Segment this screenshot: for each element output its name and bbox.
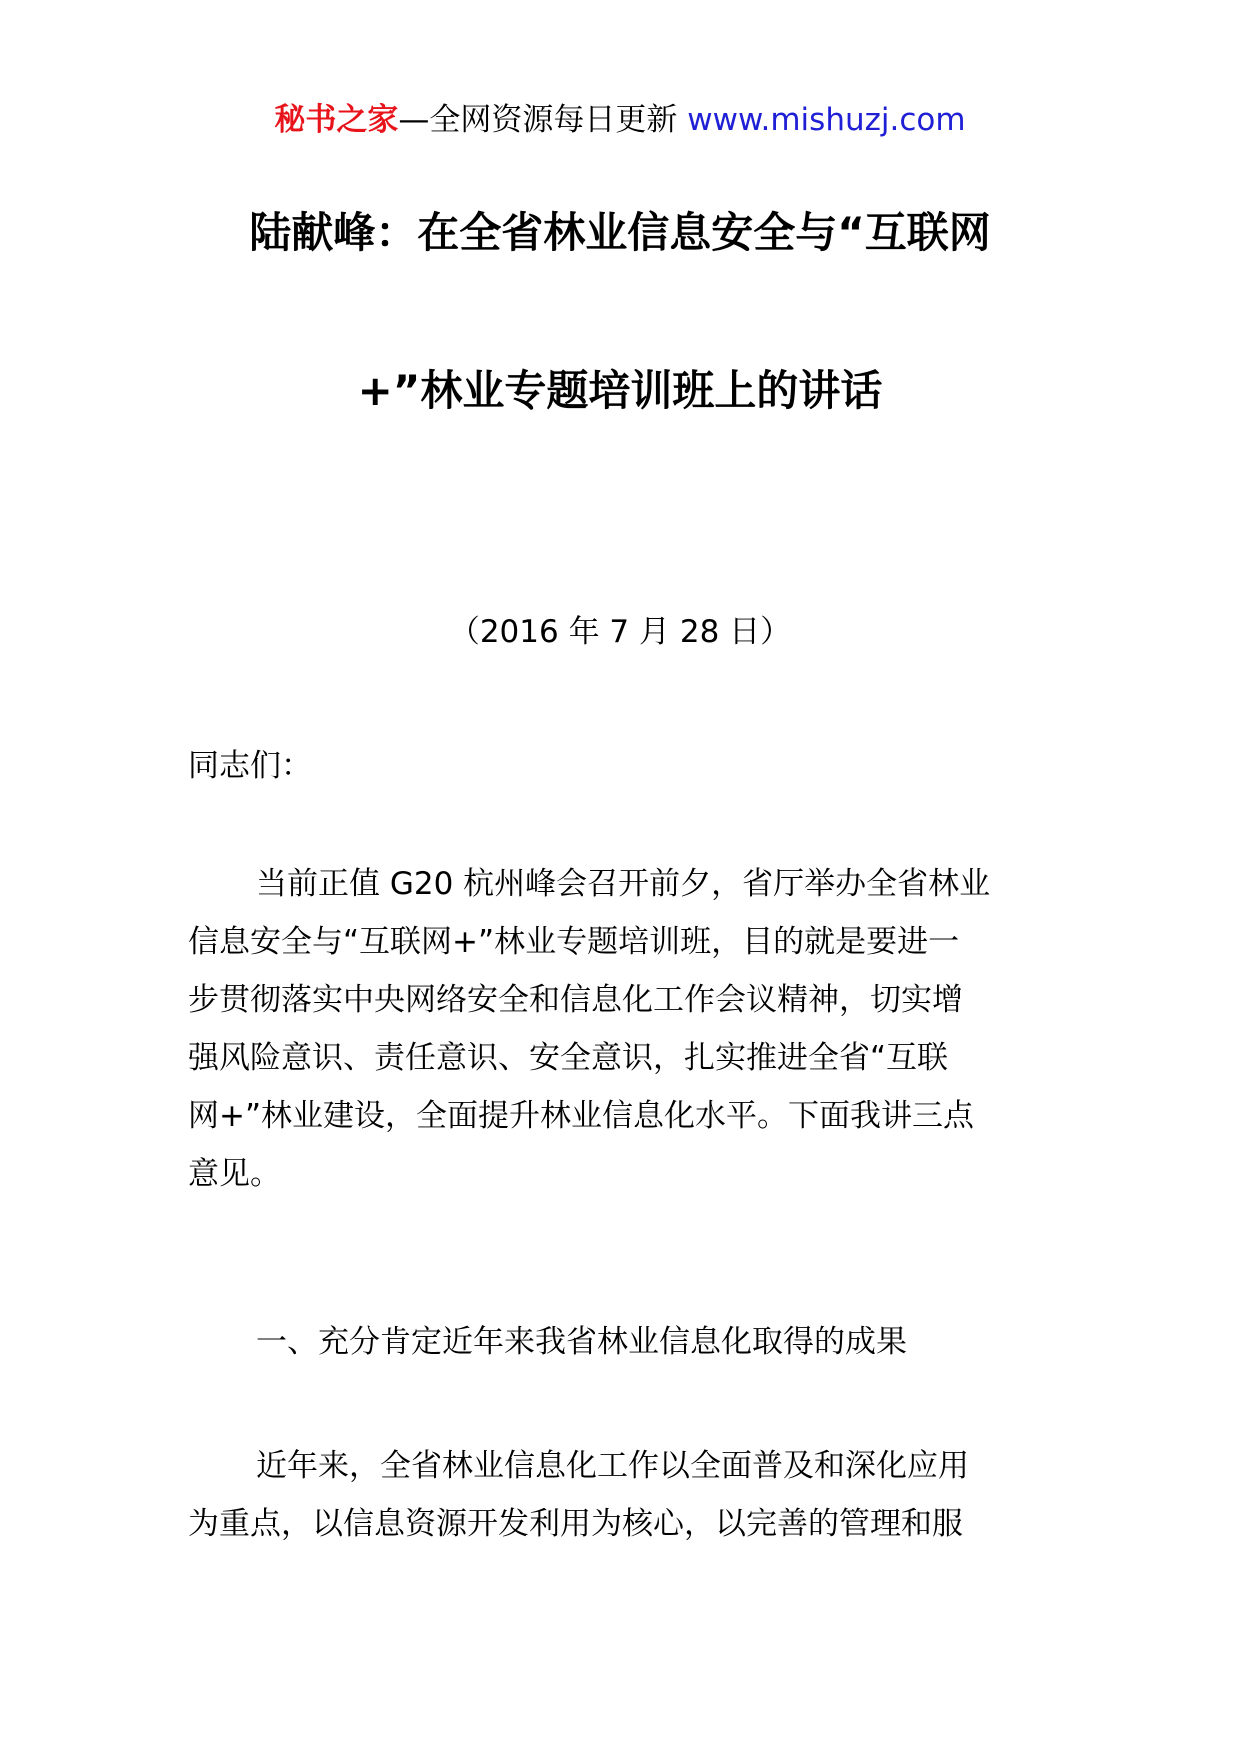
paragraph-1-line-4: 强风险意识、责任意识、安全意识，扎实推进全省“互联 <box>188 1040 949 1076</box>
paragraph-2-line-2: 为重点，以信息资源开发利用为核心，以完善的管理和服 <box>188 1506 963 1542</box>
document-title-line-2: +”林业专题培训班上的讲话 <box>357 366 883 415</box>
paragraph-1-line-6: 意见。 <box>188 1156 281 1192</box>
section-heading-1: 一、充分肯定近年来我省林业信息化取得的成果 <box>256 1324 907 1360</box>
paragraph-2-line-1: 近年来，全省林业信息化工作以全面普及和深化应用 <box>256 1448 969 1484</box>
paragraph-1-line-3: 步贯彻落实中央网络安全和信息化工作会议精神，切实增 <box>188 982 963 1018</box>
document-title-line-1: 陆献峰：在全省林业信息安全与“互联网 <box>249 208 991 257</box>
site-url-link[interactable]: www.mishuzj.com <box>687 102 966 138</box>
site-header <box>0 98 1240 142</box>
paragraph-1-line-2: 信息安全与“互联网+”林业专题培训班，目的就是要进一 <box>188 924 960 960</box>
paragraph-1-line-1: 当前正值 G20 杭州峰会召开前夕，省厅举办全省林业 <box>256 866 991 902</box>
paragraph-1-line-5: 网+”林业建设，全面提升林业信息化水平。下面我讲三点 <box>188 1098 975 1134</box>
brand-name: 秘书之家 <box>274 102 399 138</box>
speech-date: （2016 年 7 月 28 日） <box>448 614 792 650</box>
salutation: 同志们： <box>188 748 312 784</box>
header-tagline: —全网资源每日更新 <box>398 102 688 138</box>
